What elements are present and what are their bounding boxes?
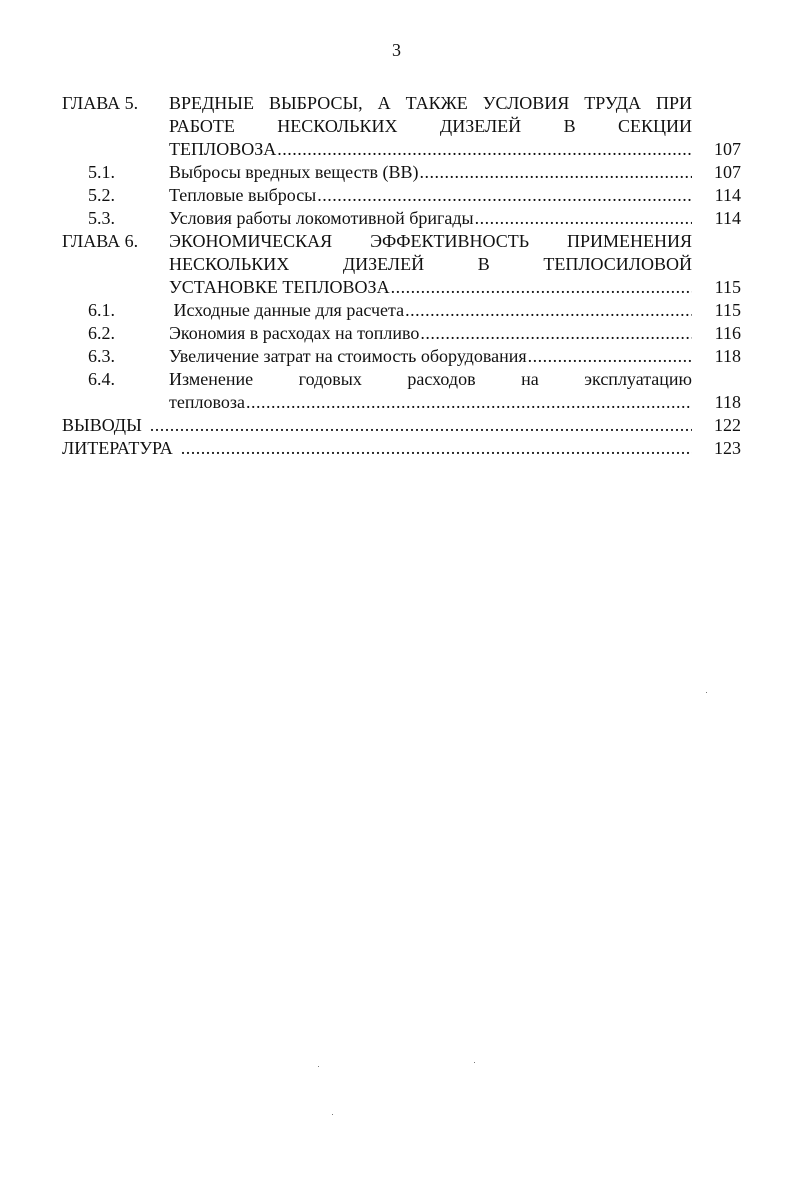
- chapter-title: [169, 230, 692, 299]
- scan-speck: [332, 1114, 333, 1115]
- chapter-label: ГЛАВА 5.: [62, 93, 139, 113]
- section-number: 6.1.: [88, 300, 115, 320]
- chapter-title-line: ТЕПЛОВОЗА .....: [169, 138, 692, 161]
- page-ref: 107: [714, 139, 741, 159]
- page-ref: 115: [714, 300, 741, 320]
- toc-entry-references: [0, 437, 793, 460]
- section-title: Исходные данные для расчета .....: [169, 299, 692, 322]
- section-number: 6.2.: [88, 323, 115, 343]
- chapter-title: [169, 92, 692, 161]
- chapter-title-line: УСТАНОВКЕ ТЕПЛОВОЗА .....: [169, 276, 692, 299]
- toc-entry-conclusions: [0, 414, 793, 437]
- page-ref: 107: [714, 162, 741, 182]
- chapter-label: ГЛАВА 6.: [62, 231, 139, 251]
- leader-dots: [419, 161, 692, 184]
- toc-entry-chapter-6: [0, 230, 793, 299]
- leader-dots: [475, 207, 692, 230]
- page-number: 3: [392, 40, 401, 60]
- chapter-title-line: ЭКОНОМИЧЕСКАЯ ЭФФЕКТИВНОСТЬ ПРИМЕНЕНИЯ: [169, 231, 692, 251]
- references-title: ЛИТЕРАТУРА .....: [62, 437, 692, 460]
- chapter-title-line: РАБОТЕ НЕСКОЛЬКИХ ДИЗЕЛЕЙ В СЕКЦИИ: [169, 116, 692, 136]
- leader-dots: [391, 276, 692, 299]
- leader-dots: [317, 184, 692, 207]
- page-ref: 118: [714, 392, 741, 412]
- leader-dots: [420, 322, 692, 345]
- page-ref: 114: [714, 185, 741, 205]
- section-title: [169, 368, 692, 414]
- toc-entry-section: [0, 322, 793, 345]
- section-number: 6.3.: [88, 346, 115, 366]
- toc-entry-section: [0, 345, 793, 368]
- page-ref: 122: [714, 415, 741, 435]
- scan-speck: [318, 1066, 319, 1067]
- toc-entry-section: [0, 161, 793, 184]
- toc-entry-section: [0, 368, 793, 414]
- toc-entry-section: [0, 207, 793, 230]
- toc-entry-section: [0, 299, 793, 322]
- scan-speck: [706, 692, 707, 693]
- section-title: Выбросы вредных веществ (ВВ) .....: [169, 161, 692, 184]
- section-title: Увеличение затрат на стоимость оборудования .....: [169, 345, 692, 368]
- chapter-title-line: НЕСКОЛЬКИХ ДИЗЕЛЕЙ В ТЕПЛОСИЛОВОЙ: [169, 254, 692, 274]
- scan-speck: [474, 1062, 475, 1063]
- section-number: 5.2.: [88, 185, 115, 205]
- section-number: 5.3.: [88, 208, 115, 228]
- leader-dots: [405, 299, 692, 322]
- page-ref: 116: [714, 323, 741, 343]
- leader-dots: [277, 138, 692, 161]
- section-title-line: тепловоза .....: [169, 391, 692, 414]
- section-title: Тепловые выбросы .....: [169, 184, 692, 207]
- page-ref: 114: [714, 208, 741, 228]
- section-number: 6.4.: [88, 369, 115, 389]
- toc-entry-chapter-5: [0, 92, 793, 161]
- section-title: Экономия в расходах на топливо .....: [169, 322, 692, 345]
- toc-entry-section: [0, 184, 793, 207]
- conclusions-title: ВЫВОДЫ .....: [62, 414, 692, 437]
- section-title: Условия работы локомотивной бригады .....: [169, 207, 692, 230]
- chapter-title-line: ВРЕДНЫЕ ВЫБРОСЫ, А ТАКЖЕ УСЛОВИЯ ТРУДА ПРИ: [169, 93, 692, 113]
- page-ref: 118: [714, 346, 741, 366]
- leader-dots: [246, 391, 692, 414]
- leader-dots: [528, 345, 692, 368]
- page-ref: 115: [714, 277, 741, 297]
- section-title-line: Изменение годовых расходов на эксплуатацию: [169, 369, 692, 389]
- page-ref: 123: [714, 438, 741, 458]
- leader-dots: [150, 414, 692, 437]
- section-number: 5.1.: [88, 162, 115, 182]
- leader-dots: [181, 437, 692, 460]
